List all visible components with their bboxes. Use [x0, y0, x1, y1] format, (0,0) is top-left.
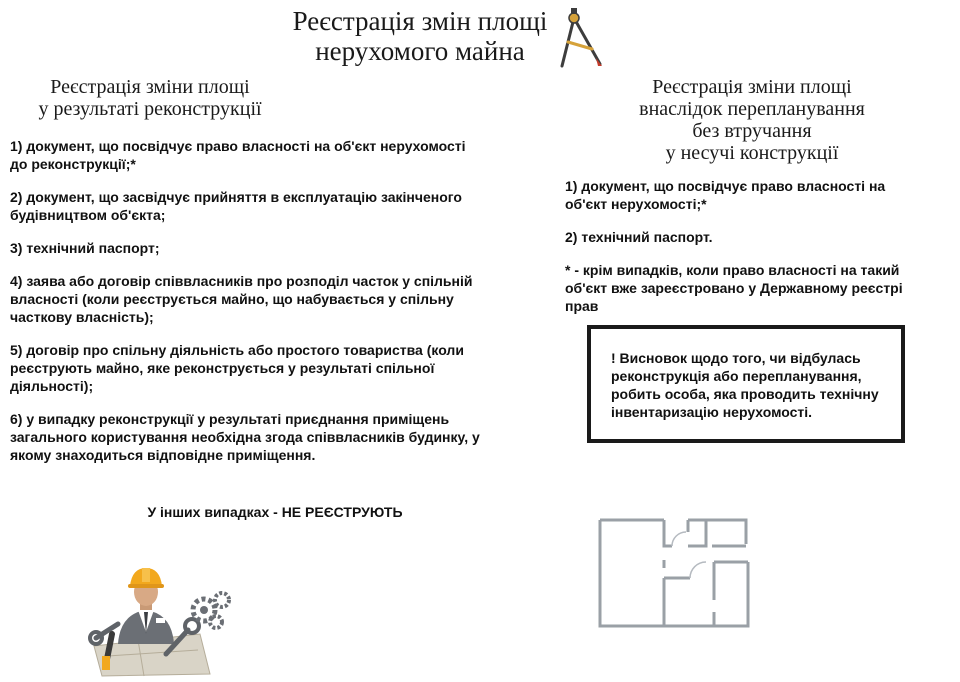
right-heading-line-1: Реєстрація зміни площі [652, 76, 852, 98]
right-document-list [565, 177, 905, 330]
conclusion-note-box [587, 325, 905, 443]
conclusion-note-text: ! Висновок щодо того, чи відбулась реконструкція або перепланування, робить особа, яка проводить технічну інвентаризацію нерухомості. [611, 350, 879, 420]
right-heading-line-4: у несучі конструкції [665, 142, 839, 164]
list-item: 6) у випадку реконструкції у результаті приєднання приміщень загального користування необхідна згода співвласників будинку, у якому знаходиться відповідне приміщення. [10, 411, 480, 463]
right-heading-line-2: внаслідок перепланування [639, 98, 865, 120]
list-item: 1) документ, що посвідчує право власності на об'єкт нерухомості;* [565, 178, 886, 212]
left-footer-note: У інших випадках - НЕ РЕЄСТРУЮТЬ [147, 504, 403, 520]
list-item: 2) технічний паспорт. [565, 229, 713, 245]
page-title [270, 6, 570, 66]
page-title-line-2: нерухомого майна [315, 36, 525, 66]
footnote: * - крім випадків, коли право власності на такий об'єкт вже зареєстровано у Державному реєстрі прав [565, 262, 903, 314]
list-item: 1) документ, що посвідчує право власності на об'єкт нерухомості до реконструкції;* [10, 138, 466, 172]
floor-plan-icon [596, 516, 752, 630]
list-item: 3) технічний паспорт; [10, 240, 160, 256]
left-column-heading [20, 76, 280, 120]
list-item: 4) заява або договір співвласників про розподіл часток у спільній власності (коли реєструється майно, що набувається у спільну часткову власність); [10, 273, 473, 325]
right-column-heading [612, 76, 892, 164]
list-item: 2) документ, що засвідчує прийняття в експлуатацію закінченого будівництвом об'єкта; [10, 189, 462, 223]
page-title-line-1: Реєстрація змін площі [292, 6, 548, 36]
list-item: 5) договір про спільну діяльність або простого товариства (коли реєструють майно, яке реконструється у результаті спільної діяльності); [10, 342, 464, 394]
left-heading-line-1: Реєстрація зміни площі [50, 76, 250, 98]
left-document-list [10, 137, 480, 479]
left-heading-line-2: у результаті реконструкції [38, 98, 262, 120]
right-heading-line-3: без втручання [692, 120, 812, 142]
compass-icon [552, 8, 608, 70]
builder-with-tools-icon [88, 560, 238, 678]
